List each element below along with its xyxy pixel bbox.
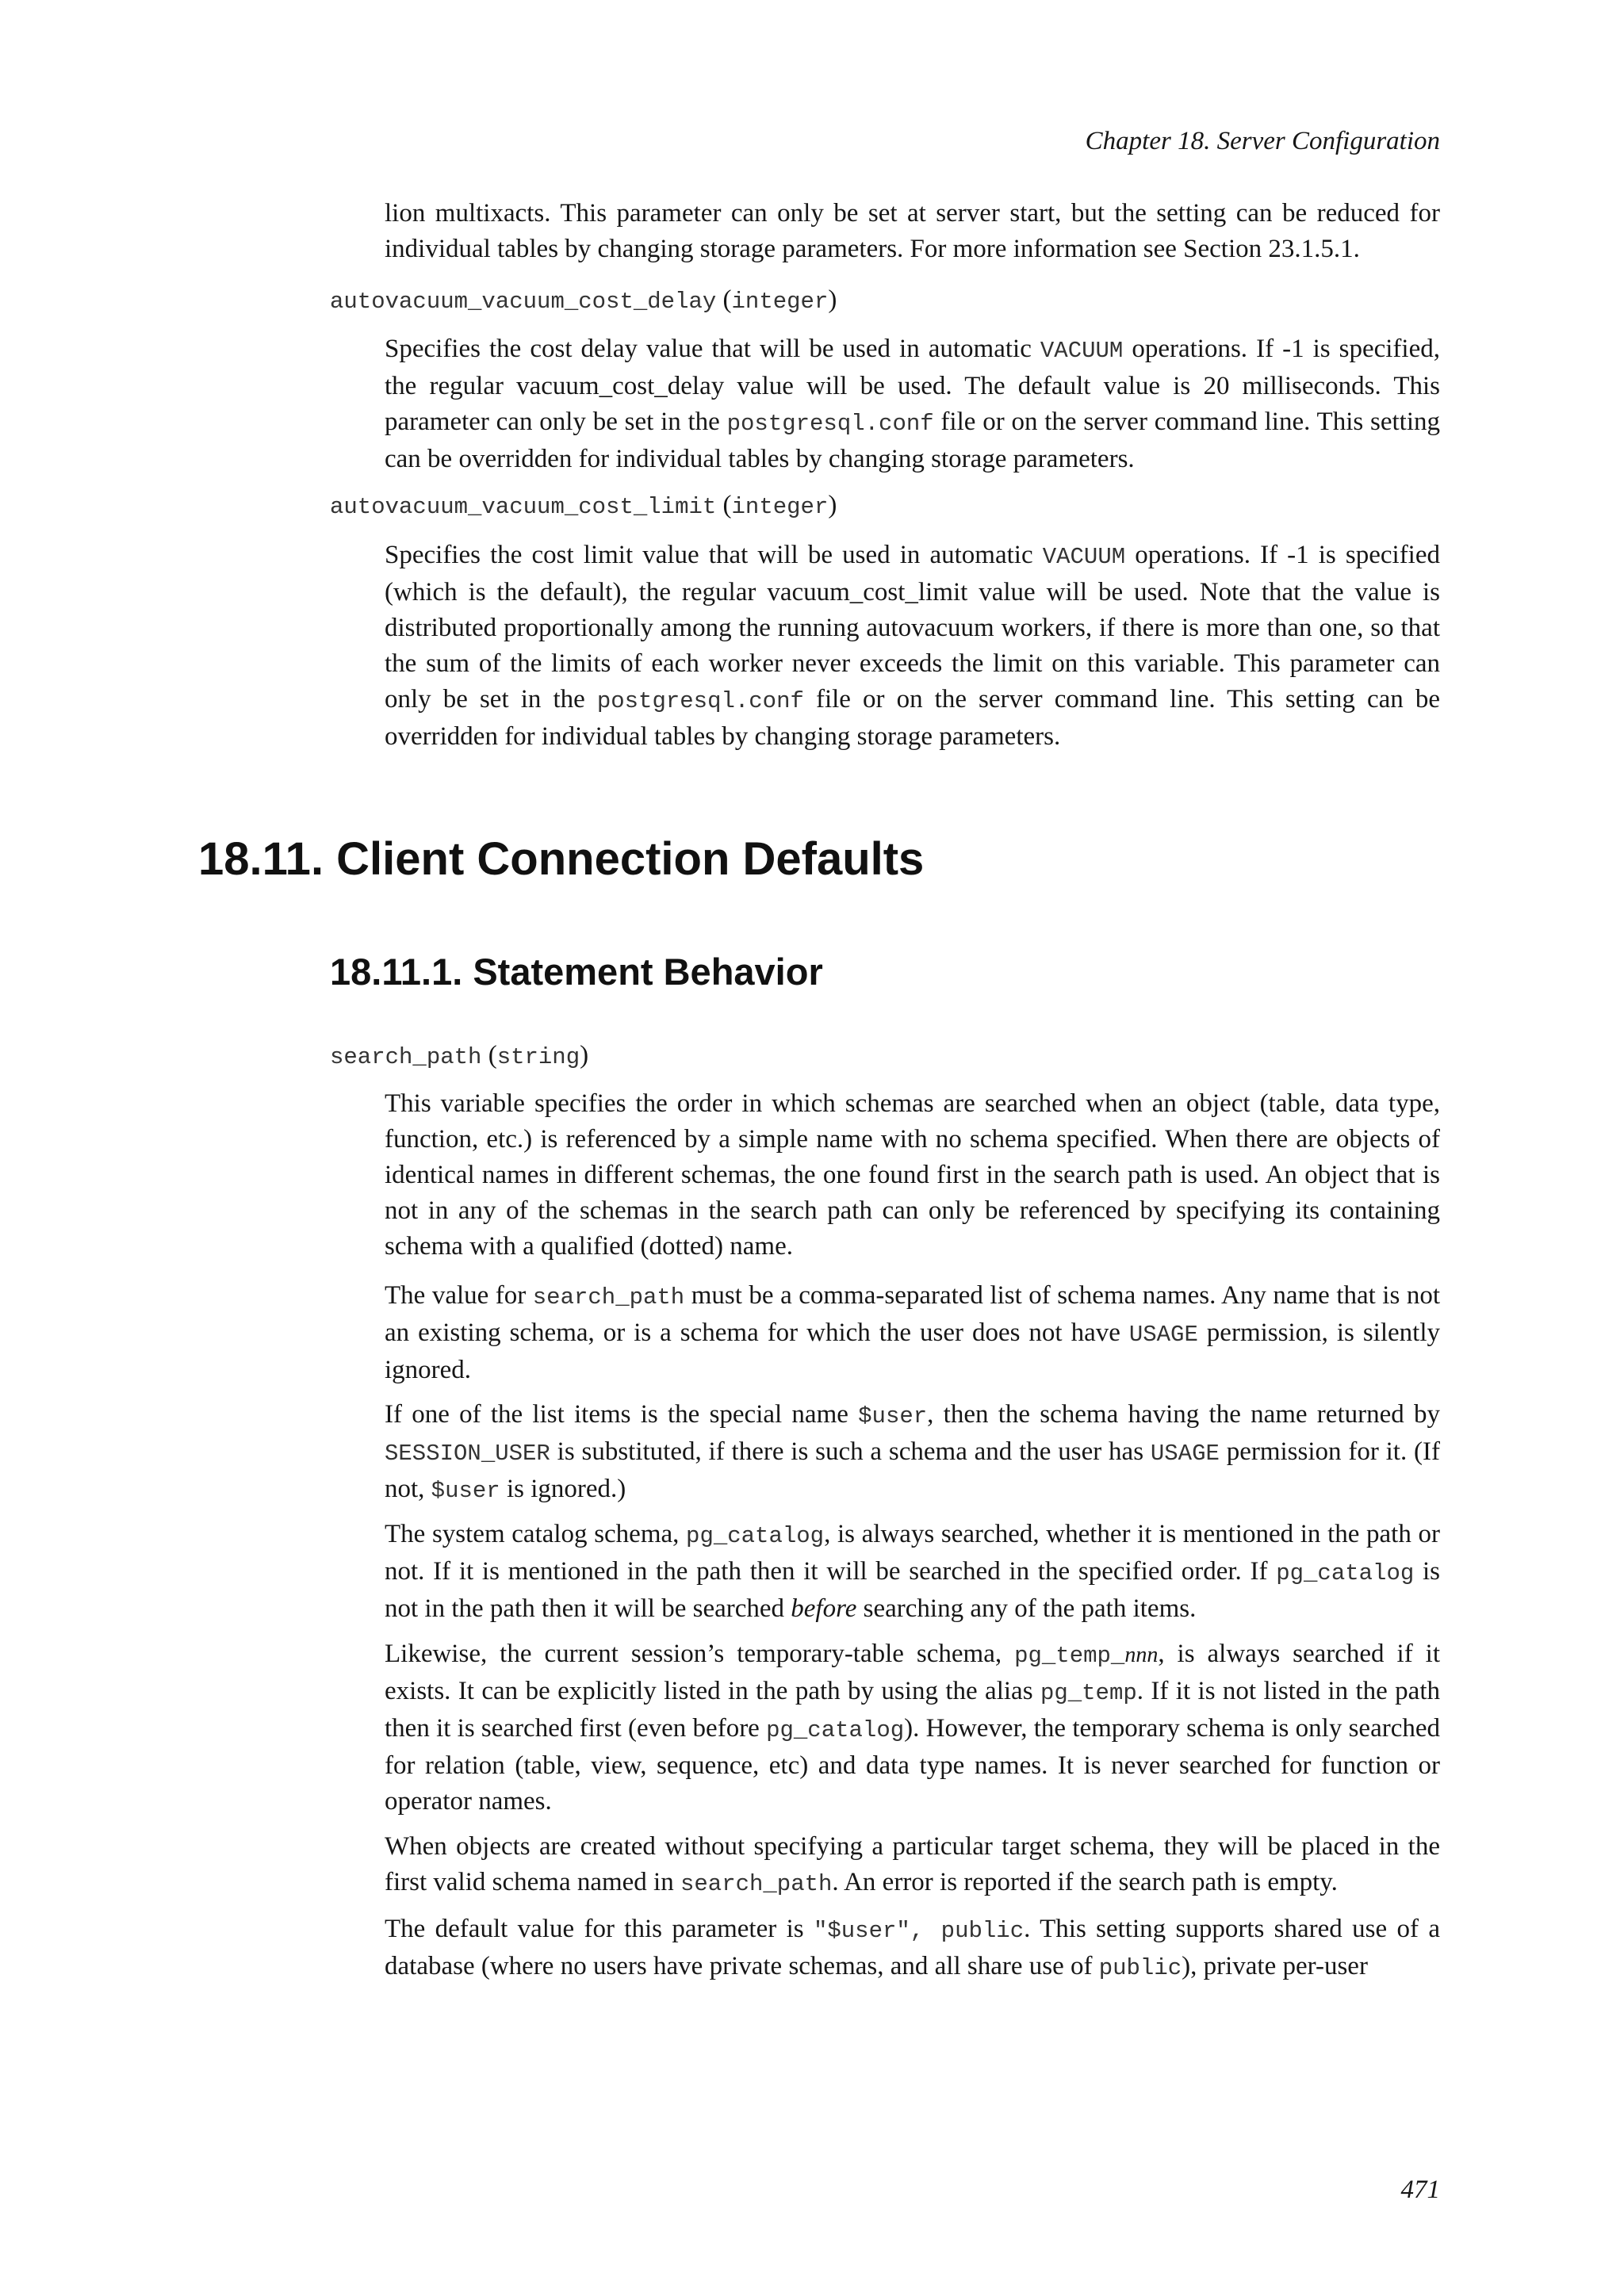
section-heading: 18.11. Client Connection Defaults (198, 833, 925, 885)
search-path-paragraph-3: If one of the list items is the special name $user, then the schema having the name returned by SESSION_USER is substituted, if there is such a schema and the user has USAGE permission for it. (If not, $user is ignored.) (385, 1400, 1440, 1504)
param-term-search-path: search_path (string) (330, 1041, 589, 1070)
param-name: autovacuum_vacuum_cost_limit (330, 494, 717, 520)
param-name: autovacuum_vacuum_cost_delay (330, 289, 717, 315)
param-type: integer (731, 289, 829, 315)
param-type: string (496, 1044, 580, 1070)
subsection-heading: 18.11.1. Statement Behavior (330, 951, 823, 993)
cost-limit-description: Specifies the cost limit value that will be used in automatic VACUUM operations. If -1 is specified (which is the default), the regular vacuum_cost_limit value will be used. Note that the value is distributed proportionally among the running autovacuum workers, if there is more than one, so that the sum of the limits of each worker never exceeds the limit on this variable. This parameter can only be set in the postgresql.conf file or on the server command line. This setting can be overridden for individual tables by changing storage parameters. (385, 541, 1440, 751)
running-header: Chapter 18. Server Configuration (1085, 127, 1440, 155)
param-term-cost-delay: autovacuum_vacuum_cost_delay (integer) (330, 285, 837, 315)
search-path-paragraph-7: The default value for this parameter is "$user", public. This setting supports shared use of a database (where no users have private schemas, and all share use of public), private per-user (385, 1915, 1440, 1981)
search-path-paragraph-5: Likewise, the current session’s temporary-table schema, pg_temp_nnn, is always searched if it exists. It can be explicitly listed in the path by using the alias pg_temp. If it is not listed in the path then it is searched first (even before pg_catalog). However, the temporary schema is only searched for relation (table, view, sequence, etc) and data type names. It is never searched for function or operator names. (385, 1640, 1441, 1816)
param-term-cost-limit: autovacuum_vacuum_cost_limit (integer) (330, 491, 837, 520)
page-number: 471 (1400, 2175, 1440, 2204)
search-path-paragraph-2: The value for search_path must be a comma-separated list of schema names. Any name that is not an existing schema, or is a schema for which the user does not have USAGE permission, is silently ignored. (385, 1281, 1440, 1384)
search-path-paragraph-1: This variable specifies the order in which schemas are searched when an object (table, data type, function, etc.) is referenced by a simple name with no schema specified. When there are objects of identical names in different schemas, the one found first in the search path is used. An object that is not in any of the schemas in the search path can only be referenced by specifying its containing schema with a qualified (dotted) name. (385, 1089, 1440, 1261)
cost-delay-description: Specifies the cost delay value that will be used in automatic VACUUM operations. If -1 is specified, the regular vacuum_cost_delay value will be used. The default value is 20 milliseconds. This parameter can only be set in the postgresql.conf file or on the server command line. This setting can be overridden for individual tables by changing storage parameters. (385, 335, 1440, 473)
param-name: search_path (330, 1044, 482, 1070)
search-path-paragraph-4: The system catalog schema, pg_catalog, is always searched, whether it is mentioned in the path or not. If it is mentioned in the path then it will be searched in the specified order. If pg_catalog is not in the path then it will be searched before searching any of the path items. (385, 1520, 1440, 1623)
intro-paragraph: lion multixacts. This parameter can only be set at server start, but the setting can be reduced for individual tables by changing storage parameters. For more information see Section 23.1.5.1. (385, 199, 1440, 263)
search-path-paragraph-6: When objects are created without specifying a particular target schema, they will be placed in the first valid schema named in search_path. An error is reported if the search path is empty. (385, 1832, 1440, 1897)
param-type: integer (731, 494, 829, 520)
